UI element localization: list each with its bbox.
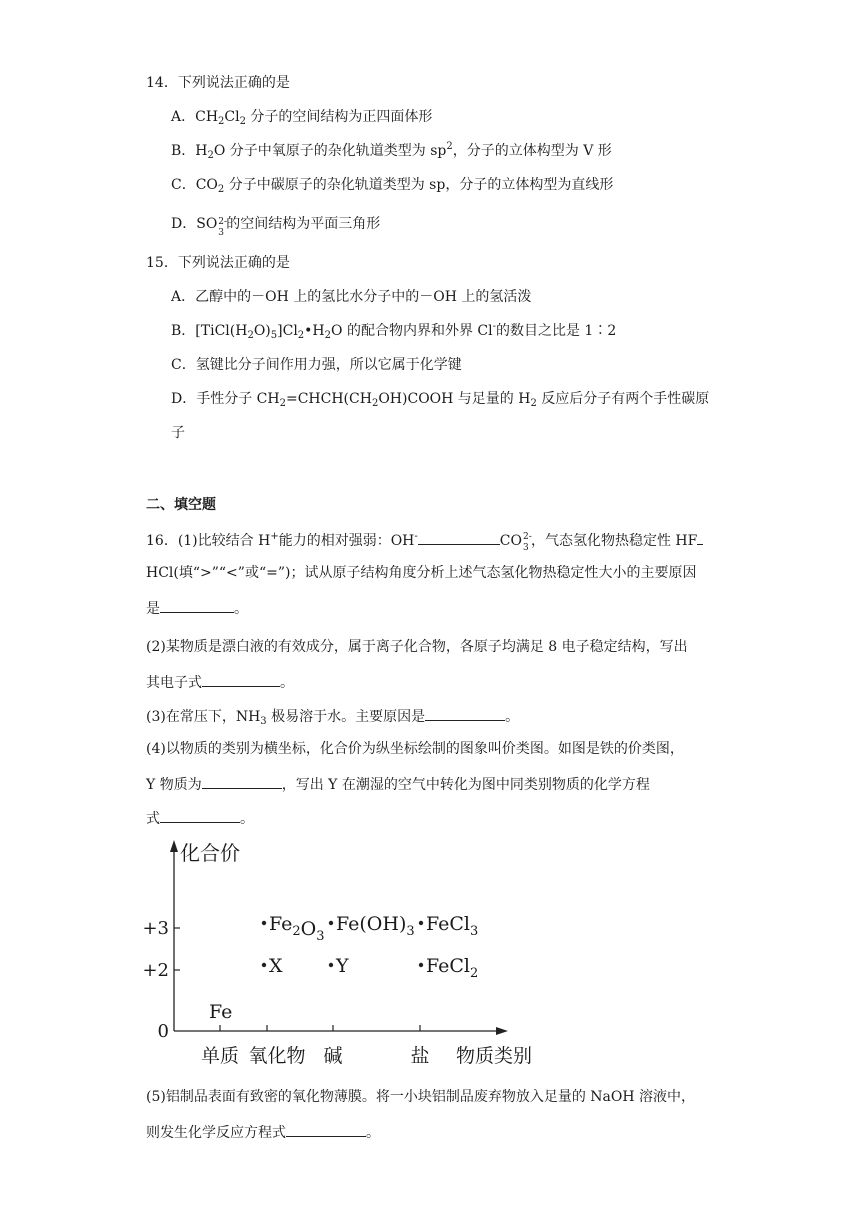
q16-part1-line1: 16．(1)比较结合 H+能力的相对强弱：OH- CO 2- 3 ，气态氢化物热稳定性 HF (146, 529, 703, 551)
section-title: 二、填空题 (146, 497, 216, 513)
point-dot (419, 921, 423, 925)
q15-option-b: B．$[TiCl(H_2O)_5]Cl_2•H_2O$ 的配合物内界和外界 Cl-的数目之比是 1∶2 (171, 321, 617, 341)
q15-stem: 15．下列说法正确的是 (146, 255, 290, 271)
chart-axes (142, 840, 532, 1067)
q15-option-c: C．氢键比分子间作用力强，所以它属于化学键 (171, 357, 462, 373)
x-axis-label: 物质类别 (456, 1045, 533, 1067)
answer-blank[interactable] (425, 705, 505, 721)
q14-option-d: D．SO 2- 3 的空间结构为平面三角形 (171, 216, 381, 238)
answer-blank[interactable] (160, 807, 240, 823)
q16-part4-line1: (4)以物质的类别为横坐标，化合价为纵坐标绘制的图象叫价类图。如图是铁的价类图， (146, 741, 684, 757)
q16-part3: (3)在常压下，$NH_3$ 极易溶于水。主要原因是 。 (146, 705, 519, 727)
y-axis-arrow (170, 840, 178, 852)
point-dot (329, 921, 333, 925)
q14-option-b: B．$H_2O$ 分子中氧原子的杂化轨道类型为 $sp^2$，分子的立体构型为 V 形 (171, 141, 612, 161)
point-dot (419, 963, 423, 967)
x-axis-arrow (496, 1027, 508, 1035)
q15-option-a: A．乙醇中的－OH 上的氢比水分子中的－OH 上的氢活泼 (171, 289, 532, 305)
q14-stem: 14．下列说法正确的是 (146, 75, 290, 91)
q16-part1-line2: HCl(填“>”“<”或“=”)；试从原子结构角度分析上述气态氢化物热稳定性大小的主要原因 (146, 565, 697, 581)
chart-marks (209, 913, 478, 1023)
point-dot (329, 963, 333, 967)
point-dot (262, 921, 266, 925)
answer-blank[interactable] (418, 529, 500, 545)
x-tick-label: 单质 (200, 1045, 240, 1067)
q15-option-d-cont: 子 (171, 425, 185, 441)
q16-part5-line1: (5)铝制品表面有致密的氧化物薄膜。将一小块铝制品废弃物放入足量的 NaOH 溶液中， (146, 1089, 696, 1105)
point-label: Y (336, 955, 349, 977)
answer-blank[interactable] (202, 671, 280, 687)
point-label: X (269, 955, 283, 977)
x-tick-label: 氧化物 (248, 1045, 306, 1067)
q14-option-a: A．$CH_2Cl_2$ 分子的空间结构为正四面体形 (171, 109, 433, 127)
point-label: $Fe_2O_3$ (269, 913, 325, 944)
q16-part4-line3: 式 。 (146, 807, 254, 829)
answer-blank[interactable] (202, 773, 282, 789)
x-tick-label: 碱 (323, 1045, 343, 1067)
q16-part5-line2: 则发生化学反应方程式 。 (146, 1121, 380, 1143)
y-tick-label: 0 (157, 1021, 169, 1042)
point-label: FeCl$_3$ (426, 913, 479, 939)
y-axis-label: 化合价 (180, 841, 240, 865)
q16-part2-line1: (2)某物质是漂白液的有效成分，属于离子化合物，各原子均满足 8 电子稳定结构，写出 (146, 639, 688, 655)
point-label: FeCl$_2$ (426, 955, 479, 981)
answer-blank[interactable] (160, 597, 234, 613)
answer-blank[interactable] (286, 1121, 366, 1137)
x-tick-label: 盐 (410, 1045, 430, 1067)
q14-option-c: C．$CO_2$ 分子中碳原子的杂化轨道类型为 sp，分子的立体构型为直线形 (171, 177, 614, 195)
y-tick-label: +3 (142, 918, 169, 939)
point-label: Fe (209, 1001, 233, 1023)
iron-valence-chart (140, 838, 560, 1070)
q16-part2-line2: 其电子式 。 (146, 671, 294, 693)
answer-blank[interactable] (697, 529, 703, 545)
q15-option-d: D．手性分子 $CH_2=CHCH(CH_2OH)COOH$ 与足量的 $H_2$ 反应后分子有两个手性碳原 (171, 391, 710, 409)
y-tick-label: +2 (142, 960, 169, 981)
point-label: $Fe(OH)_3$ (336, 913, 415, 939)
q16-part4-line2: Y 物质为 ，写出 Y 在潮湿的空气中转化为图中同类别物质的化学方程 (146, 773, 650, 795)
q16-part1-line3: 是 。 (146, 597, 248, 619)
point-dot (262, 963, 266, 967)
